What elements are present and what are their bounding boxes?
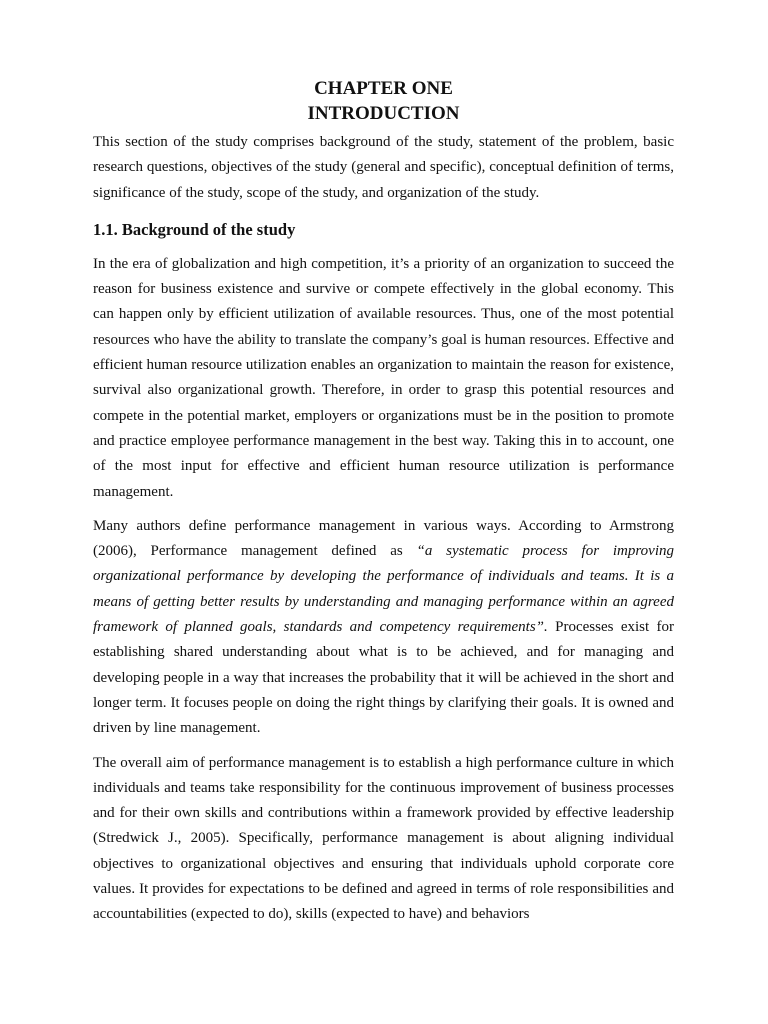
background-paragraph-3: The overall aim of performance management is to establish a high performance culture in which individuals and teams take responsibility for the continuous improvement of business processes and for their own skills and contributions within a framework provided by effective leadership (Stredwick J., 2005). Specifically, performance management is about aligning individual objectives to organizational objectives and ensuring that individuals uphold corporate core values. It provides for expectations to be defined and agreed in terms of role responsibilities and accountabilities (expected to do), skills (expected to have) and behaviors (93, 754, 674, 923)
paragraph-2-tail: Processes exist for establishing shared understanding about what is to be achieved, and for managing and developing people in a way that increases the probability that it will be achieved in the short and longer term. It focuses people on doing the right things by clarifying their goals. It is owned and driven by line management. (93, 619, 674, 737)
background-paragraph-1: In the era of globalization and high competition, it’s a priority of an organization to succeed the reason for business existence and survive or compete effectively in the global economy. This can happen only by efficient utilization of available resources. Thus, one of the most potential resources who have the ability to translate the company’s goal is human resources. Effective and efficient human resource utilization enables an organization to maintain the reason for existence, survival also organizational growth. Therefore, in order to grasp this potential resources and compete in the potential market, employers or organizations must be in the position to promote and practice employee performance management in the best way. Taking this in to account, one of the most input for effective and efficient human resource utilization is performance management. (93, 255, 674, 500)
paragraph-2-lead: Many authors define performance management in various ways. According to Armstrong (2006), Performance management defined as (93, 517, 674, 560)
chapter-heading (93, 76, 674, 126)
document-page (93, 76, 674, 928)
intro-paragraph: This section of the study comprises background of the study, statement of the problem, basic research questions, objectives of the study (general and specific), conceptual definition of terms, significance of the study, scope of the study, and organization of the study. (93, 134, 674, 201)
section-heading: 1.1. Background of the study (93, 219, 296, 239)
chapter-title: INTRODUCTION (307, 103, 460, 124)
armstrong-quote: “a systematic process for improving organizational performance by developing the performance of individuals and teams. It is a means of getting better results by understanding and managing performance within an agreed framework of planned goals, standards and competency requirements”. (93, 543, 674, 636)
chapter-number: CHAPTER ONE (314, 78, 453, 99)
background-paragraph-2 (93, 514, 674, 742)
